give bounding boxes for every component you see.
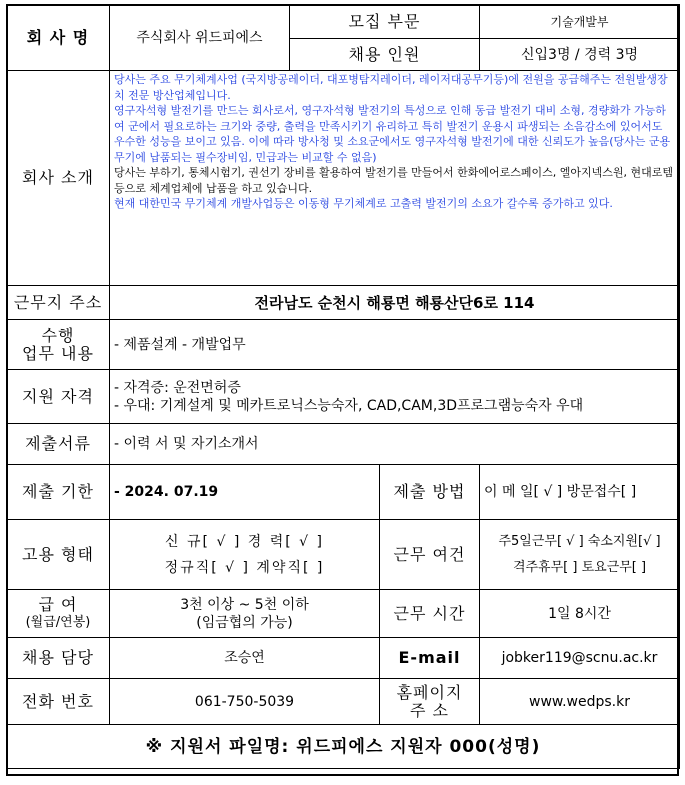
hours-value: 1일 8시간	[480, 590, 680, 638]
hours-label: 근무 시간	[380, 590, 480, 638]
employment-label: 고용 형태	[7, 520, 110, 590]
recruit-count-label: 채용 인원	[290, 39, 480, 71]
deadline-label: 제출 기한	[7, 465, 110, 520]
phone-value: 061-750-5039	[110, 679, 380, 725]
company-label: 회 사 명	[7, 5, 110, 71]
footer-note: ※ 지원서 파일명: 위드피에스 지원자 000(성명)	[7, 725, 680, 769]
recruit-count-value: 신입3명 / 경력 3명	[480, 39, 680, 71]
location-label: 근무지 주소	[7, 286, 110, 320]
duty-value: - 제품설계 - 개발업무	[110, 320, 680, 370]
conditions-line-2: 격주휴무[ ] 토요근무[ ]	[512, 559, 647, 575]
location-value: 전라남도 순천시 해룡면 해룡산단6로 114	[110, 286, 680, 320]
intro-paragraph-3: 당사는 부하기, 통체시험기, 권선기 장비를 활용하여 발전기를 만들어서 한화에어로스페이스, 엘아지넥스원, 현대로템 등으로 체계업체에 납품을 하고 있습니다.	[114, 166, 673, 195]
duty-label: 수행 업무 내용	[7, 320, 110, 370]
qualification-line-2: - 우대: 기계설계 및 메카트로닉스능숙자, CAD,CAM,3D프로그램능숙자 우대	[114, 397, 584, 414]
email-label: E-mail	[380, 638, 480, 679]
manager-value: 조승연	[110, 638, 380, 679]
employment-line-1: 신 규[ √ ] 경 력[ √ ]	[165, 533, 324, 550]
intro-paragraph-4: 현재 대한민국 무기체계 개발사업등은 이동형 무기체계로 고출력 발전기의 소요가 갈수록 증가하고 있다.	[114, 197, 613, 210]
salary-value: 3천 이상 ~ 5천 이하 (임금협의 가능)	[110, 590, 380, 638]
employment-line-2: 정규직[ √ ] 계약직[ ]	[164, 559, 325, 576]
qualification-label: 지원 자격	[7, 370, 110, 424]
qualification-line-1: - 자격증: 운전면허증	[114, 379, 241, 396]
homepage-value[interactable]: www.wedps.kr	[480, 679, 680, 725]
homepage-label: 홈페이지 주 소	[380, 679, 480, 725]
documents-label: 제출서류	[7, 424, 110, 465]
recruit-dept-label: 모집 부문	[290, 5, 480, 39]
company-name: 주식회사 위드피에스	[110, 5, 290, 71]
intro-label: 회사 소개	[7, 71, 110, 286]
email-value[interactable]: jobker119@scnu.ac.kr	[480, 638, 680, 679]
manager-label: 채용 담당	[7, 638, 110, 679]
documents-value: - 이력 서 및 자기소개서	[110, 424, 680, 465]
deadline-value: - 2024. 07.19	[110, 465, 380, 520]
intro-paragraph-1: 당사는 주요 무기체계사업 (국지방공레이더, 대포병탐지레이더, 레이저대공무기등)에 전원을 공급해주는 전원발생장치 전문 방산업체입니다.	[114, 73, 668, 102]
method-value: 이 메 일[ √ ] 방문접수[ ]	[480, 465, 680, 520]
phone-label: 전화 번호	[7, 679, 110, 725]
conditions-line-1: 주5일근무[ √ ] 숙소지원[√ ]	[498, 533, 661, 549]
recruit-dept-value: 기술개발부	[480, 5, 680, 39]
outer-frame	[6, 4, 679, 776]
salary-label: 급 여 (월급/연봉)	[7, 590, 110, 638]
intro-paragraph-2: 영구자석형 발전기를 만드는 회사로서, 영구자석형 발전기의 특성으로 인해 동급 발전기 대비 소형, 경량화가 가능하여 군에서 필요로하는 크기와 중량, 출력을 만족시키기 유리하고 특히 발전기 운용시 파생되는 소음감소에 있어서도 우수한 성능을 보이고 있음. 이에 따라 방사청 및 소요군에서도 영구자석형 발전기에 대한 신뢰도가 높음(당사는 군용무기에 납품되는 필수장비임, 민급과는 비교할 수 없음)	[114, 104, 671, 164]
conditions-label: 근무 여건	[380, 520, 480, 590]
method-label: 제출 방법	[380, 465, 480, 520]
